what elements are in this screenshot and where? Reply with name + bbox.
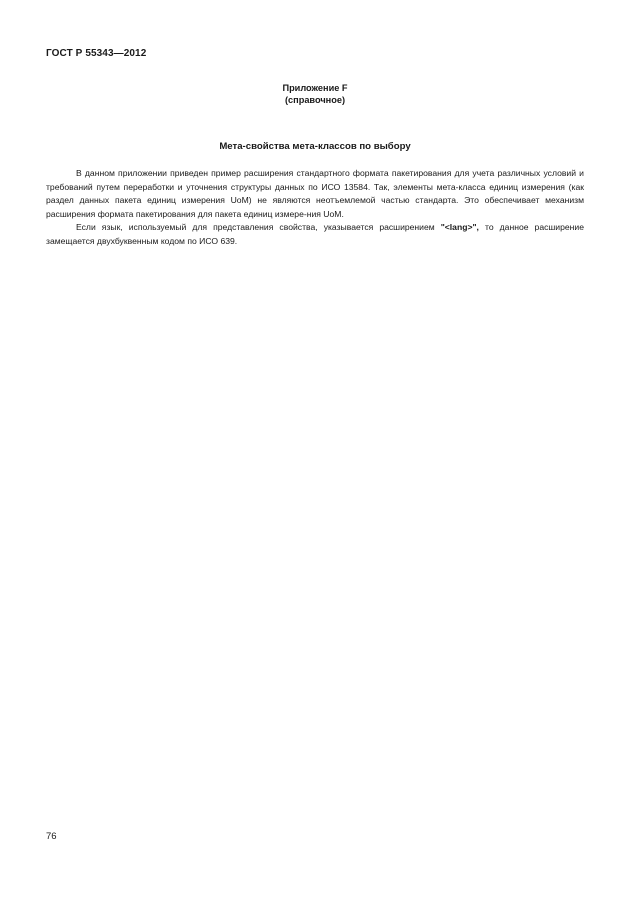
paragraph-2-end: то данное расширение замещается двухбуквенным кодом по ИСО 639. <box>46 222 584 246</box>
body-text <box>46 167 584 249</box>
appendix-heading <box>0 82 630 106</box>
appendix-label: Приложение F <box>282 83 348 93</box>
paragraph-2-start: Если язык, используемый для представления свойства, указывается расширением <box>76 222 441 233</box>
appendix-type: (справочное) <box>284 95 345 105</box>
paragraph-2 <box>46 221 584 248</box>
section-title: Мета-свойства мета-классов по выбору <box>219 141 411 152</box>
paragraph-1: В данном приложении приведен пример расширения стандартного формата пакетирования для учета различных условий и требований путем переработки и уточнения структуры данных по ИСО 13584. Так, элементы мета-класса единиц измерения (как раздел данных пакета единиц измерения UoM) не являются неотъемлемой частью стандарта. Это обеспечивает механизм расширения формата пакетирования для пакета единиц измере-ния UoM. <box>46 168 584 219</box>
page-number: 76 <box>46 831 57 842</box>
document-code: ГОСТ Р 55343—2012 <box>46 48 147 59</box>
lang-extension-code: "<lang>", <box>440 222 479 233</box>
